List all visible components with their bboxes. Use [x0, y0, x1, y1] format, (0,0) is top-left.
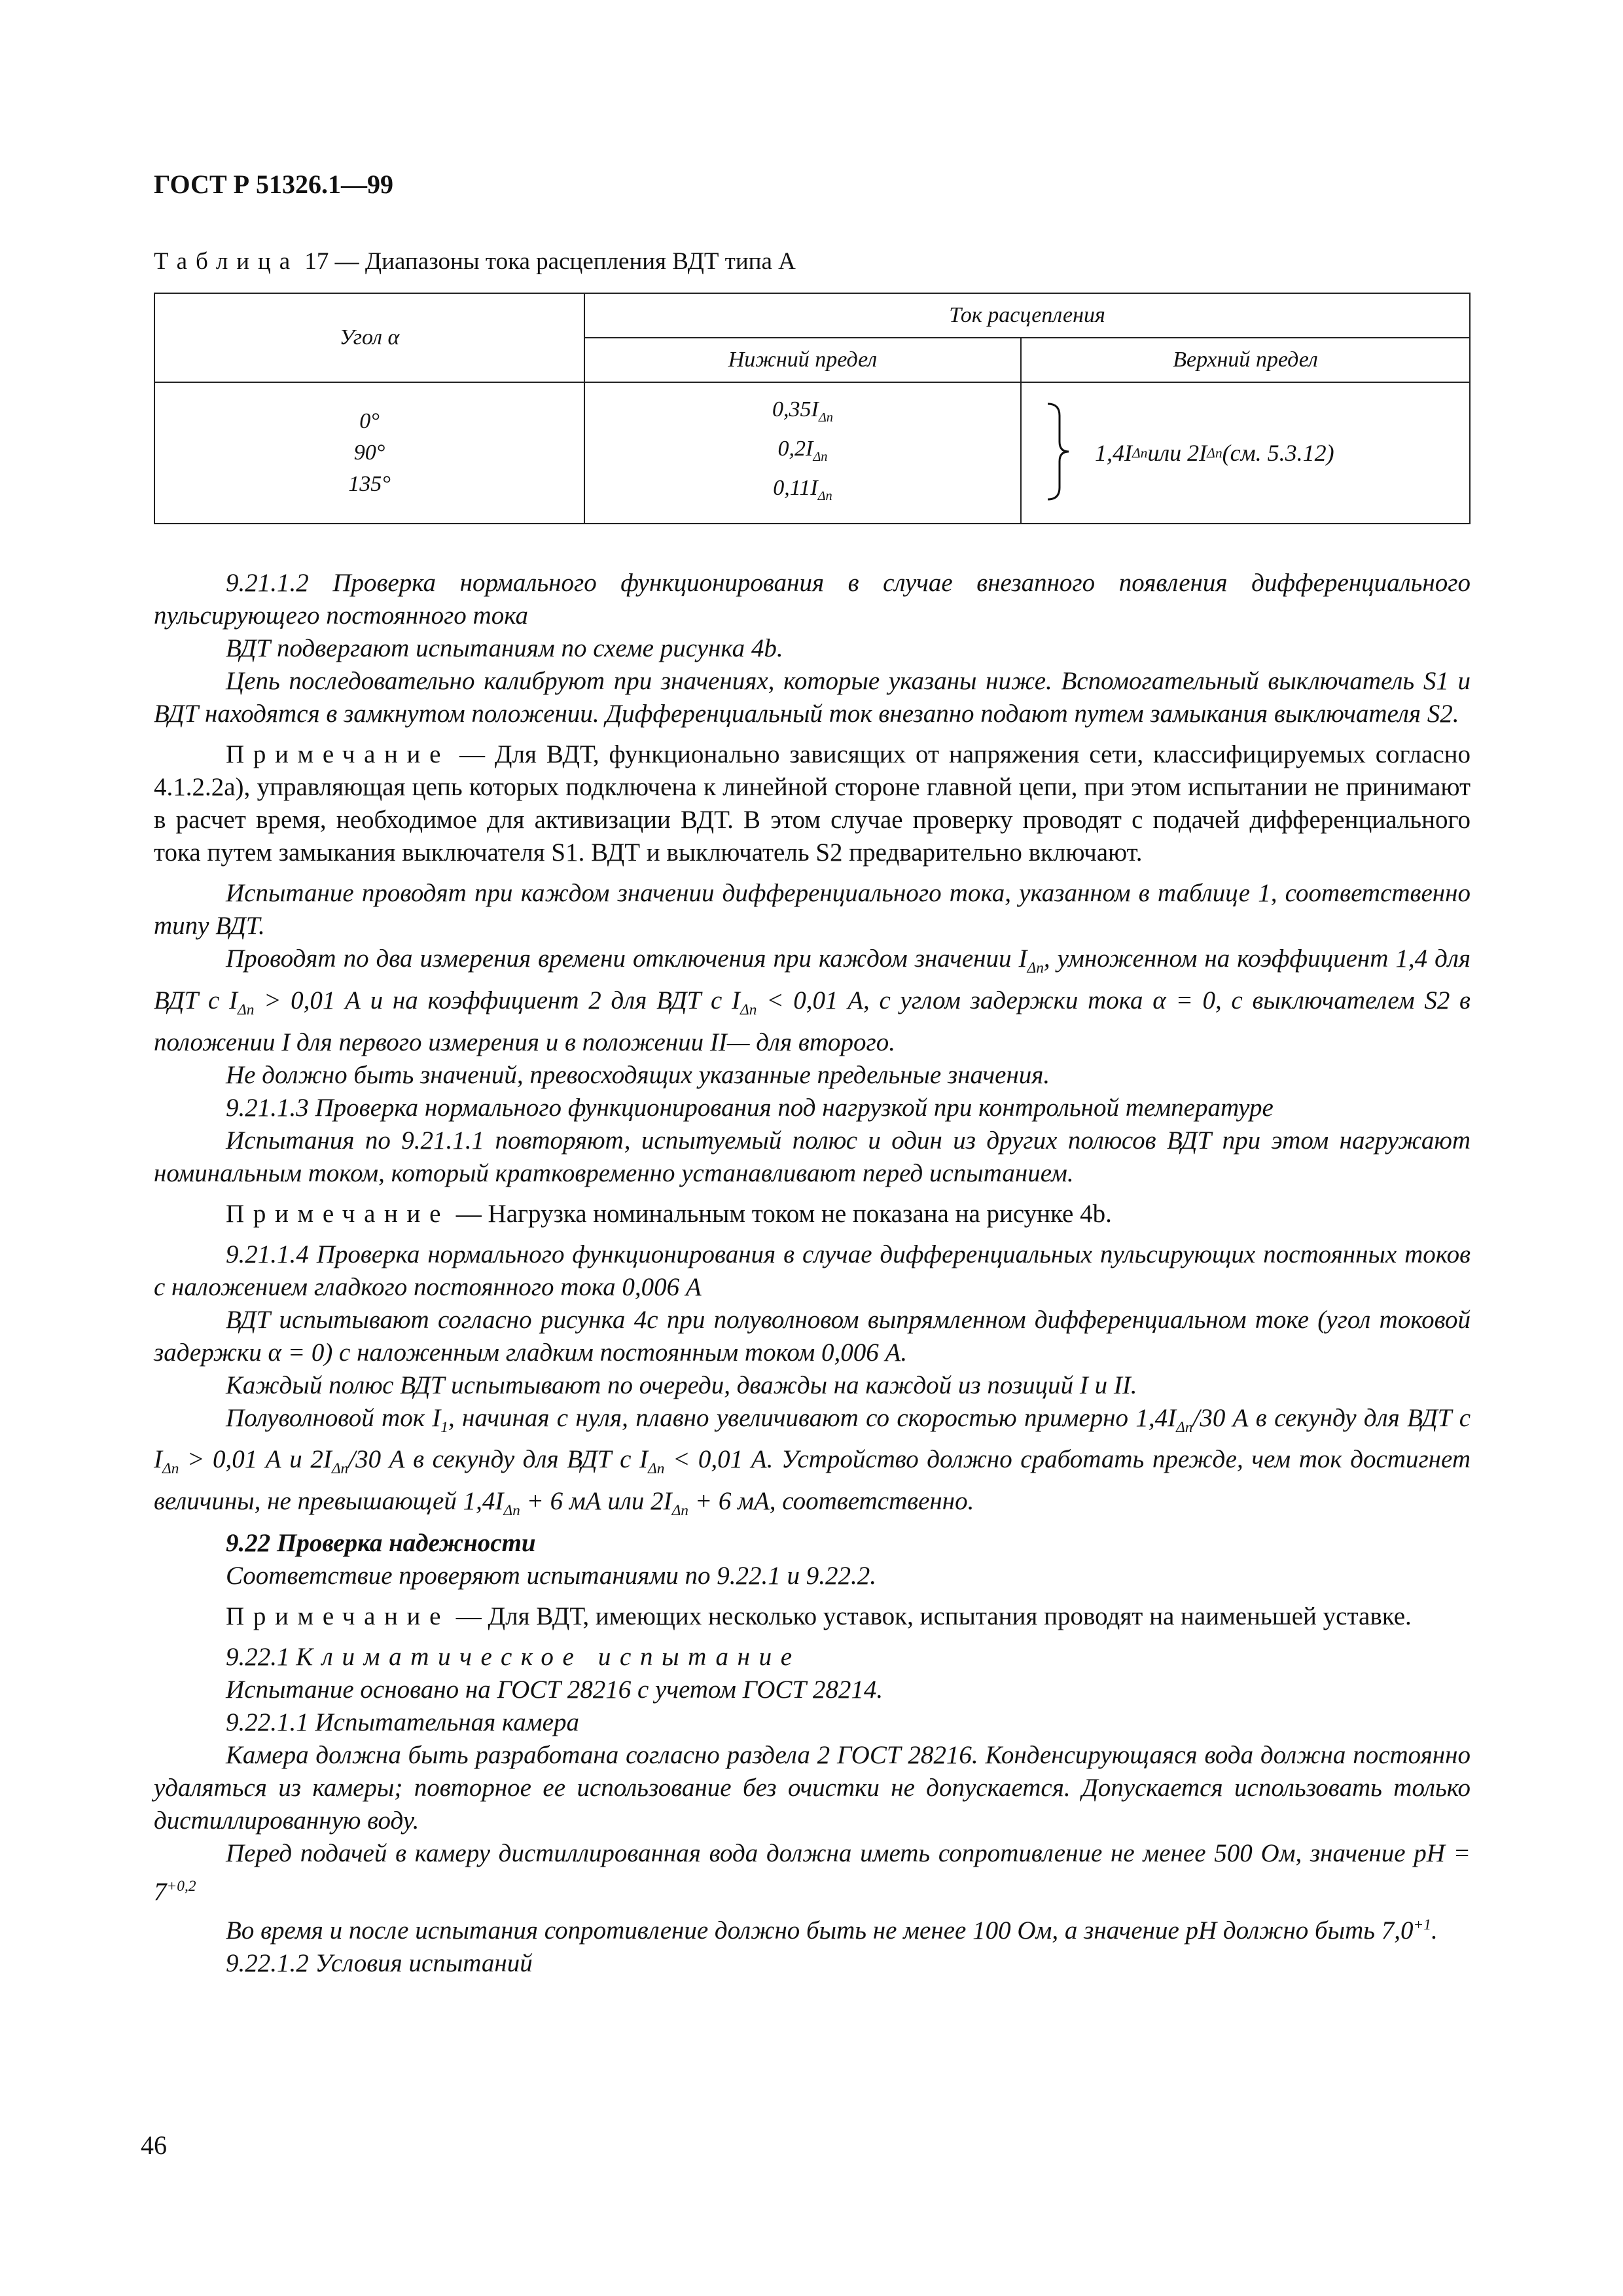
- table-caption-text: 17 — Диапазоны тока расцепления ВДТ типа А: [304, 248, 796, 275]
- paragraph: Проводят по два измерения времени отключения при каждом значении $I_{\Delta n}$, умноженном на коэффициент 1,4 для ВДТ с $I_{\Delta n} > 0,01$ А и на коэффициент 2 для ВДТ с $I_{\Delta n} < 0,01$ А, с углом задержки тока α = 0, с выключателем S2 в положении I для первого измерения и в положении II— для второго.: [154, 944, 1471, 1056]
- angle-values-cell: [154, 382, 584, 524]
- paragraph: Полуволновой ток $I_1$, начиная с нуля, плавно увеличивают со скоростью примерно $1,4I_{\Delta n}/30$ А в секунду для ВДТ с $I_{\Delta n} > 0,01$ А и $2I_{\Delta n}/30$ А в секунду для ВДТ с $I_{\Delta n} < 0,01$ А. Устройство должно сработать прежде, чем ток достигнет величины, не превышающей $1,4I_{\Delta n} + 6$ мА или $2I_{\Delta n} + 6$ мА, соответственно.: [154, 1403, 1471, 1519]
- paragraph: Каждый полюс ВДТ испытывают по очереди, дважды на каждой из позиций I и II.: [226, 1371, 1137, 1399]
- note-paragraph: Примечание — Нагрузка номинальным током не показана на рисунке 4b.: [226, 1199, 1112, 1228]
- right-brace-icon: [1045, 403, 1071, 501]
- paragraph: Камера должна быть разработана согласно раздела 2 ГОСТ 28216. Конденсирующаяся вода должна постоянно удаляться из камеры; повторное ее использование без очистки не допускается. Допускается использовать только дистиллированную воду.: [154, 1740, 1471, 1835]
- paragraph: Не должно быть значений, превосходящих указанные предельные значения.: [226, 1060, 1050, 1089]
- table-caption: [154, 247, 796, 276]
- paragraph: ВДТ подвергают испытаниям по схеме рисунка 4b.: [226, 634, 783, 662]
- note-paragraph: Примечание — Для ВДТ, функционально зависящих от напряжения сети, классифицируемых согласно 4.1.2.2а), управляющая цепь которых подключена к линейной стороне главной цепи, при этом испытании не принимают в расчет время, необходимое для активизации ВДТ. В этом случае проверку проводят с подачей дифференциального тока путем замыкания выключателя S1. ВДТ и выключатель S2 предварительно включают.: [154, 740, 1471, 867]
- upper-limit-value-cell: [1021, 382, 1470, 524]
- angle-value: 0°: [359, 409, 380, 433]
- paragraph: Испытание основано на ГОСТ 28216 с учетом ГОСТ 28214.: [226, 1675, 883, 1704]
- lower-limit-values-cell: [584, 382, 1021, 524]
- paragraph: Во время и после испытания сопротивление должно быть не менее 100 Ом, а значение pH должно быть $7,0^{+1}$.: [226, 1916, 1438, 1945]
- angle-header: Угол α: [154, 293, 584, 382]
- lower-limit-value: $0,11I_{\Delta n}$: [773, 475, 832, 503]
- lower-limit-value: $0,35I_{\Delta n}$: [772, 397, 833, 425]
- paragraph: 9.22.1.2 Условия испытаний: [226, 1948, 533, 1977]
- paragraph: 9.21.1.3 Проверка нормального функционирования под нагрузкой при контрольной температуре: [226, 1093, 1274, 1122]
- angle-value: 90°: [353, 440, 385, 465]
- paragraph: 9.21.1.2 Проверка нормального функционирования в случае внезапного появления дифференциального пульсирующего постоянного тока: [154, 569, 1471, 630]
- paragraph: ВДТ испытывают согласно рисунка 4с при полуволновом выпрямленном дифференциальном токе (угол токовой задержки α = 0) с наложенным гладким постоянным током 0,006 А.: [154, 1305, 1471, 1367]
- paragraph: Цепь последовательно калибруют при значениях, которые указаны ниже. Вспомогательный выключатель S1 и ВДТ находятся в замкнутом положении. Дифференциальный ток внезапно подают путем замыкания выключателя S2.: [154, 667, 1471, 728]
- paragraph: 9.22.1.1 Испытательная камера: [226, 1708, 579, 1736]
- paragraph: 9.21.1.4 Проверка нормального функционирования в случае дифференциальных пульсирующих постоянных токов с наложением гладкого постоянного тока 0,006 А: [154, 1240, 1471, 1301]
- section-heading: 9.22 Проверка надежности: [226, 1528, 536, 1557]
- current-header: Ток расцепления: [584, 293, 1470, 338]
- document-header: ГОСТ Р 51326.1—99: [154, 170, 394, 199]
- paragraph: Испытания по 9.21.1.1 повторяют, испытуемый полюс и один из других полюсов ВДТ при этом нагружают номинальным током, который кратковременно устанавливают перед испытанием.: [154, 1126, 1471, 1187]
- paragraph: Соответствие проверяют испытаниями по 9.22.1 и 9.22.2.: [226, 1561, 877, 1590]
- paragraph: Испытание проводят при каждом значении дифференциального тока, указанном в таблице 1, соответственно типу ВДТ.: [154, 879, 1471, 940]
- table-caption-word: Таблица: [154, 248, 299, 275]
- body-text: [154, 567, 1471, 1980]
- subsection-heading: 9.22.1 Климатическое испытание: [226, 1642, 801, 1671]
- lower-limit-header: Нижний предел: [584, 338, 1021, 382]
- paragraph: Перед подачей в камеру дистиллированная вода должна иметь сопротивление не менее 500 Ом, значение pH = $7^{+0,2}$: [154, 1839, 1471, 1906]
- page-number: 46: [141, 2130, 167, 2160]
- trip-current-table: [154, 293, 1471, 524]
- upper-limit-header: Верхний предел: [1021, 338, 1470, 382]
- upper-limit-value: 1,4I Δn или 2I Δn (см. 5.3.12): [1095, 440, 1334, 466]
- lower-limit-value: $0,2I_{\Delta n}$: [777, 437, 828, 464]
- note-paragraph: Примечание — Для ВДТ, имеющих несколько уставок, испытания проводят на наименьшей уставке.: [226, 1602, 1412, 1630]
- angle-value: 135°: [348, 472, 391, 496]
